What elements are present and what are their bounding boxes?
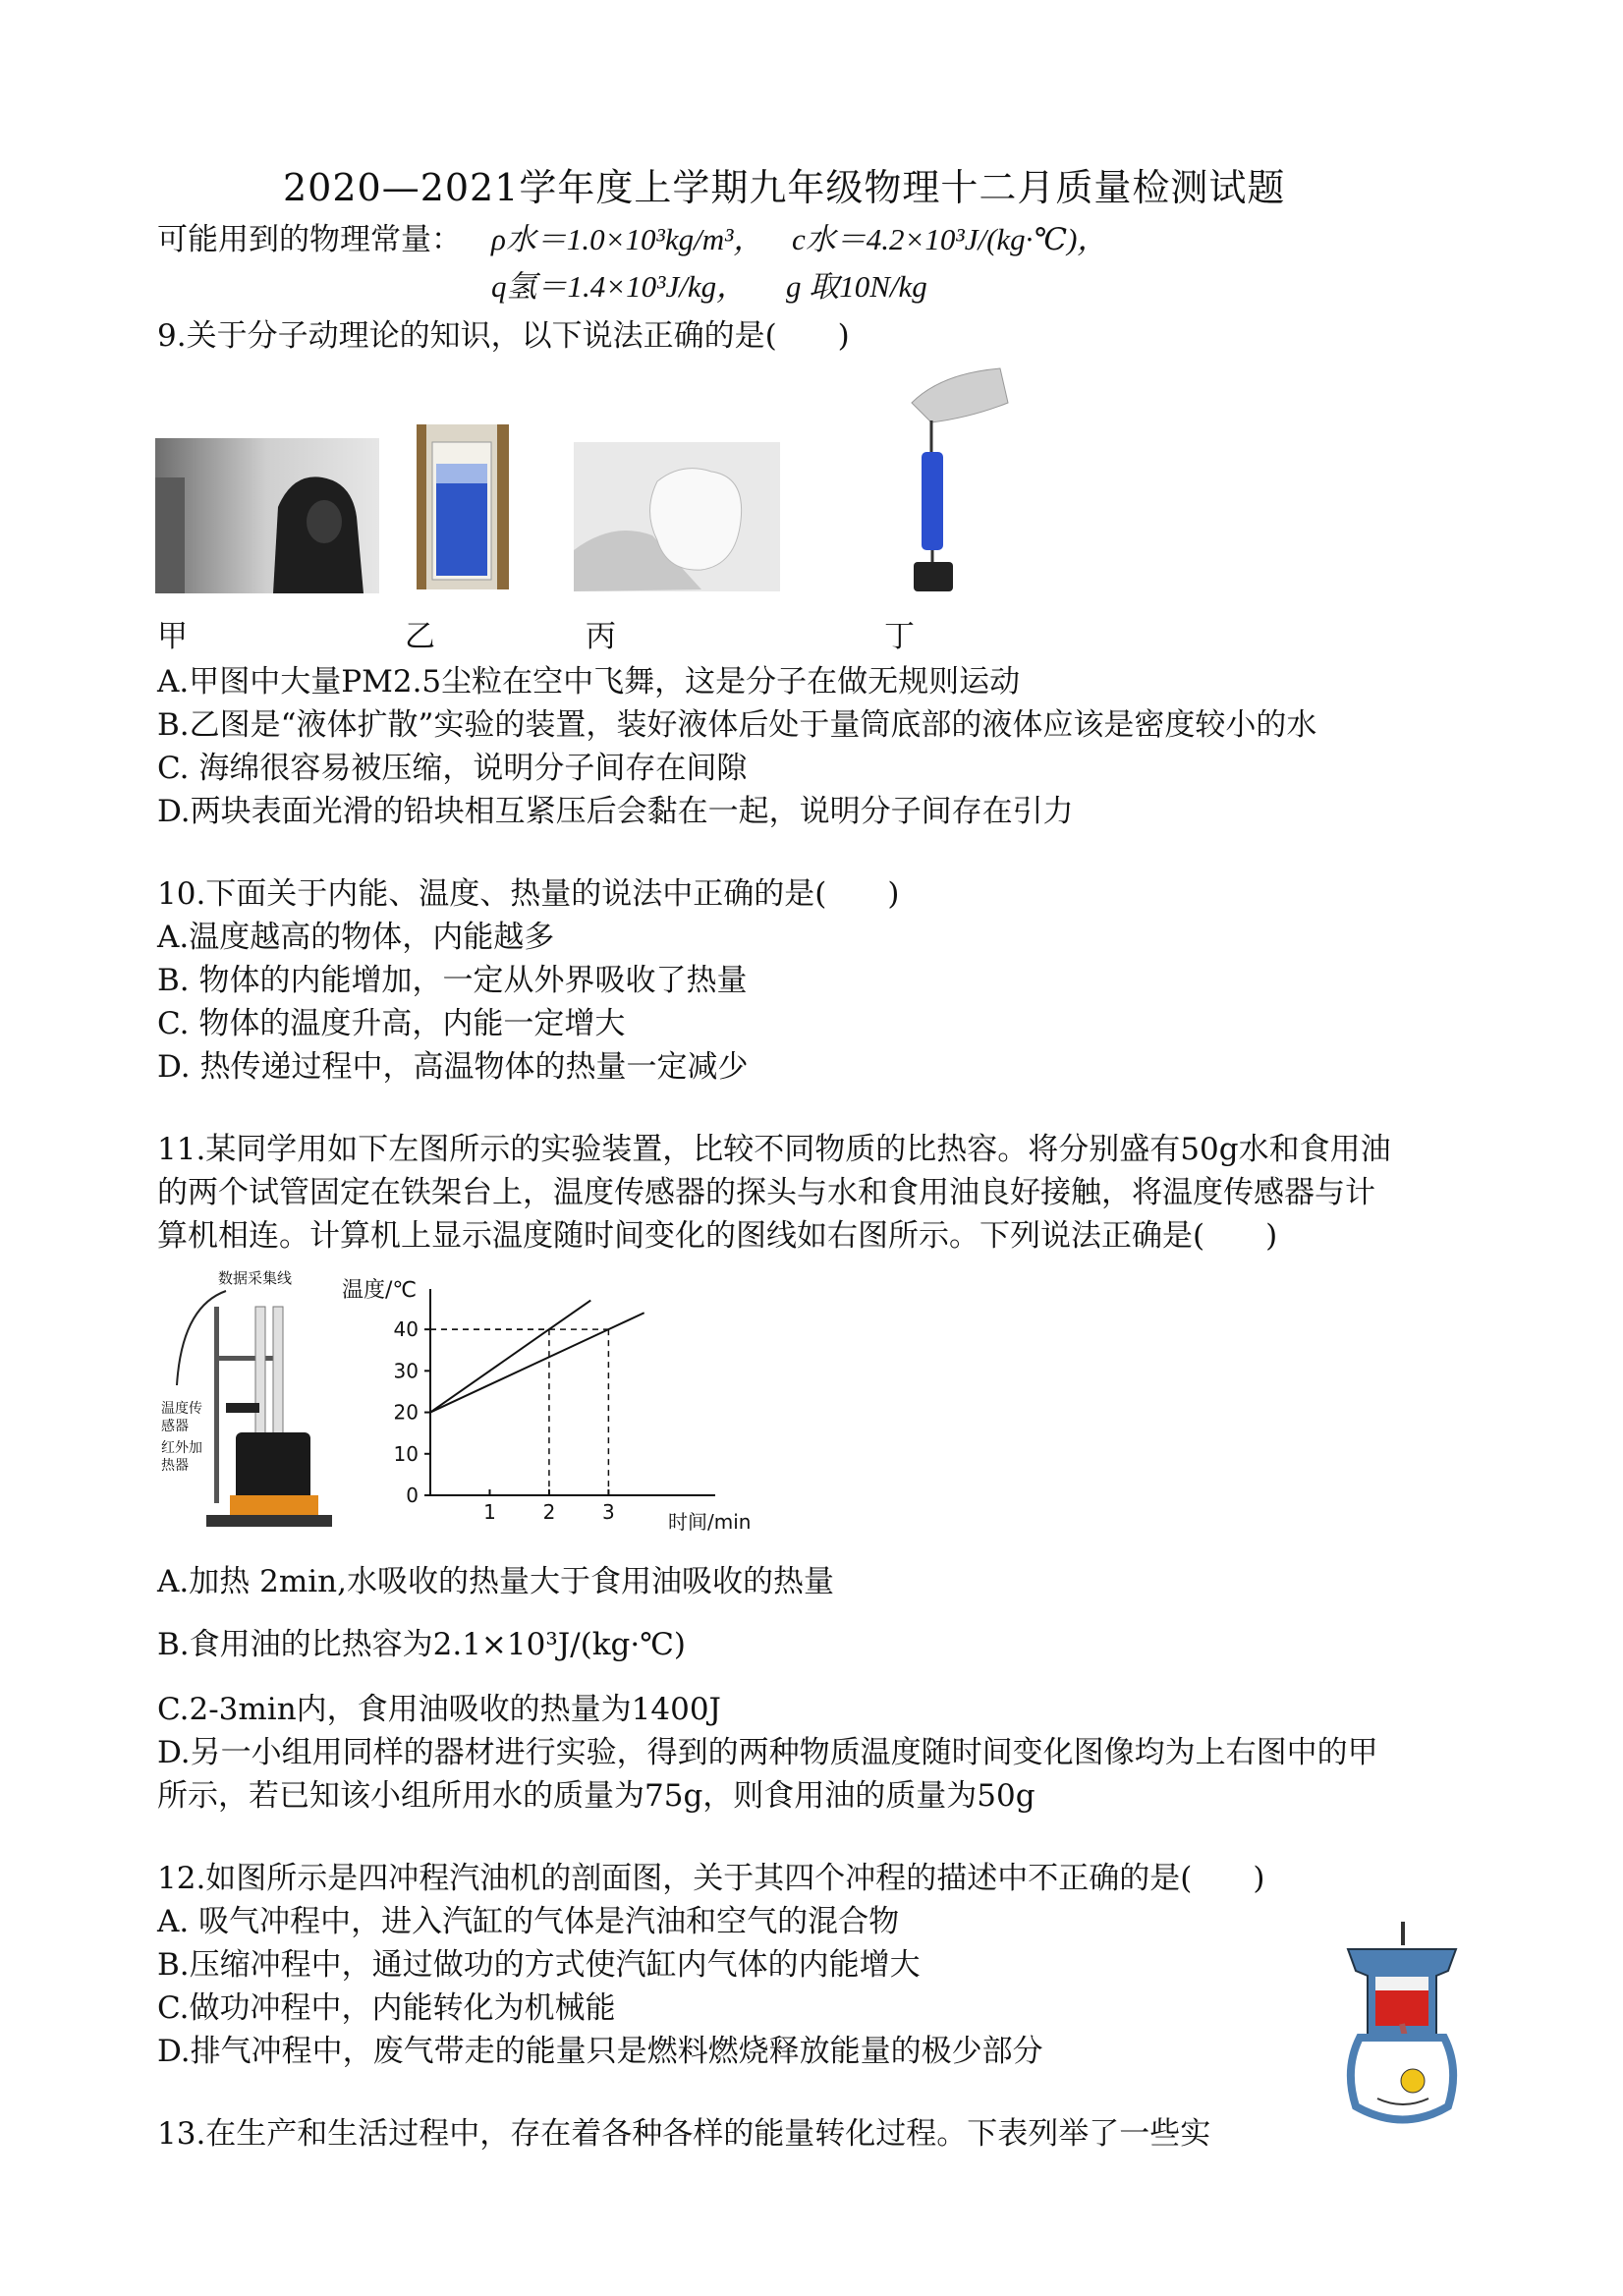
q12-engine-figure	[1338, 1922, 1466, 2128]
q11-stem-line-3: 算机相连。计算机上显示温度随时间变化的图线如右图所示。下列说法正确是( )	[157, 1218, 1278, 1254]
apparatus-label-heater-1: 红外加	[161, 1440, 202, 1456]
q11-apparatus-figure	[157, 1267, 332, 1533]
chart-y-axis-label: 温度/℃	[342, 1278, 418, 1303]
q10-option-c: C. 物体的温度升高，内能一定增大	[157, 1006, 626, 1041]
apparatus-label-sensor-1: 温度传	[161, 1401, 202, 1417]
q10-option-a: A.温度越高的物体，内能越多	[157, 920, 555, 955]
q12-option-c: C.做功冲程中，内能转化为机械能	[157, 1990, 616, 2026]
q10-option-d: D. 热传递过程中，高温物体的热量一定减少	[157, 1049, 749, 1085]
q11-temperature-chart	[334, 1267, 776, 1542]
chart-y-tick-label: 20	[393, 1400, 419, 1425]
chart-y-tick-label: 0	[406, 1484, 419, 1507]
chart-x-tick-label: 2	[542, 1500, 556, 1524]
chart-y-tick-label: 30	[393, 1359, 419, 1383]
q9-stem: 9.关于分子动理论的知识，以下说法正确的是( )	[157, 318, 850, 354]
q11-option-c: C.2-3min内，食用油吸收的热量为1400J	[157, 1692, 721, 1727]
constant-g: g 取10N/kg	[786, 269, 927, 304]
constant-c-water: c水＝4.2×10³J/(kg·℃)，	[792, 222, 1108, 256]
q12-option-d: D.排气冲程中，废气带走的能量只是燃料燃烧释放能量的极少部分	[157, 2034, 1043, 2069]
q9-option-b: B.乙图是“液体扩散”实验的装置，装好液体后处于量筒底部的液体应该是密度较小的水	[157, 707, 1317, 743]
chart-x-tick-label: 1	[483, 1500, 496, 1524]
q9-option-d: D.两块表面光滑的铅块相互紧压后会黏在一起，说明分子间存在引力	[157, 794, 1074, 829]
chart-y-tick-label: 40	[393, 1317, 419, 1342]
chart-y-tick-label: 10	[393, 1441, 419, 1466]
q12-option-a: A. 吸气冲程中，进入汽缸的气体是汽油和空气的混合物	[157, 1904, 900, 1939]
q9-image-sponge	[574, 442, 780, 591]
constants-label: 可能用到的物理常量：	[157, 222, 462, 257]
q11-stem-line-2: 的两个试管固定在铁架台上，温度传感器的探头与水和食用油良好接触，将温度传感器与计	[157, 1175, 1375, 1210]
q12-stem: 12.如图所示是四冲程汽油机的剖面图，关于其四个冲程的描述中不正确的是( )	[157, 1861, 1265, 1896]
q13-stem: 13.在生产和生活过程中，存在着各种各样的能量转化过程。下表列举了一些实	[157, 2116, 1211, 2152]
q9-caption-ding: 丁	[884, 619, 915, 654]
page-title: 2020—2021学年度上学期九年级物理十二月质量检测试题	[283, 166, 1286, 209]
apparatus-label-sensor-2: 感器	[161, 1419, 189, 1434]
q11-option-d-line-2: 所示，若已知该小组所用水的质量为75g，则食用油的质量为50g	[157, 1778, 1035, 1814]
q9-option-a: A.甲图中大量PM2.5尘粒在空中飞舞，这是分子在做无规则运动	[157, 664, 1021, 700]
q12-option-b: B.压缩冲程中，通过做功的方式使汽缸内气体的内能增大	[157, 1947, 921, 1983]
constant-rho-water: ρ水＝1.0×10³kg/m³，	[491, 222, 764, 256]
q11-option-a: A.加热 2min,水吸收的热量大于食用油吸收的热量	[157, 1564, 834, 1599]
chart-x-tick-label: 3	[602, 1500, 615, 1524]
q10-stem: 10.下面关于内能、温度、热量的说法中正确的是( )	[157, 876, 900, 912]
apparatus-label-heater-2: 热器	[161, 1458, 189, 1474]
q9-caption-jia: 甲	[157, 619, 188, 654]
chart-series-line-1	[430, 1301, 590, 1413]
q9-option-c: C. 海绵很容易被压缩，说明分子间存在间隙	[157, 751, 748, 786]
q11-stem-line-1: 11.某同学用如下左图所示的实验装置，比较不同物质的比热容。将分别盛有50g水和食用油	[157, 1132, 1391, 1167]
q10-option-b: B. 物体的内能增加，一定从外界吸收了热量	[157, 963, 748, 998]
chart-x-axis-label: 时间/min	[668, 1510, 752, 1534]
chart-series-line-2	[430, 1313, 644, 1412]
q11-option-d-line-1: D.另一小组用同样的器材进行实验，得到的两种物质温度随时间变化图像均为上右图中的甲	[157, 1735, 1378, 1770]
q11-option-b: B.食用油的比热容为2.1×10³J/(kg·℃)	[157, 1627, 687, 1662]
q9-image-lead-blocks	[872, 364, 1010, 597]
q9-image-smog	[155, 438, 379, 593]
constant-q-hydrogen: q氢＝1.4×10³J/kg，	[491, 269, 748, 304]
q9-caption-bing: 丙	[586, 619, 616, 654]
q9-image-cylinder	[417, 424, 509, 589]
apparatus-label-cable: 数据采集线	[218, 1269, 293, 1287]
q9-caption-yi: 乙	[405, 619, 435, 654]
